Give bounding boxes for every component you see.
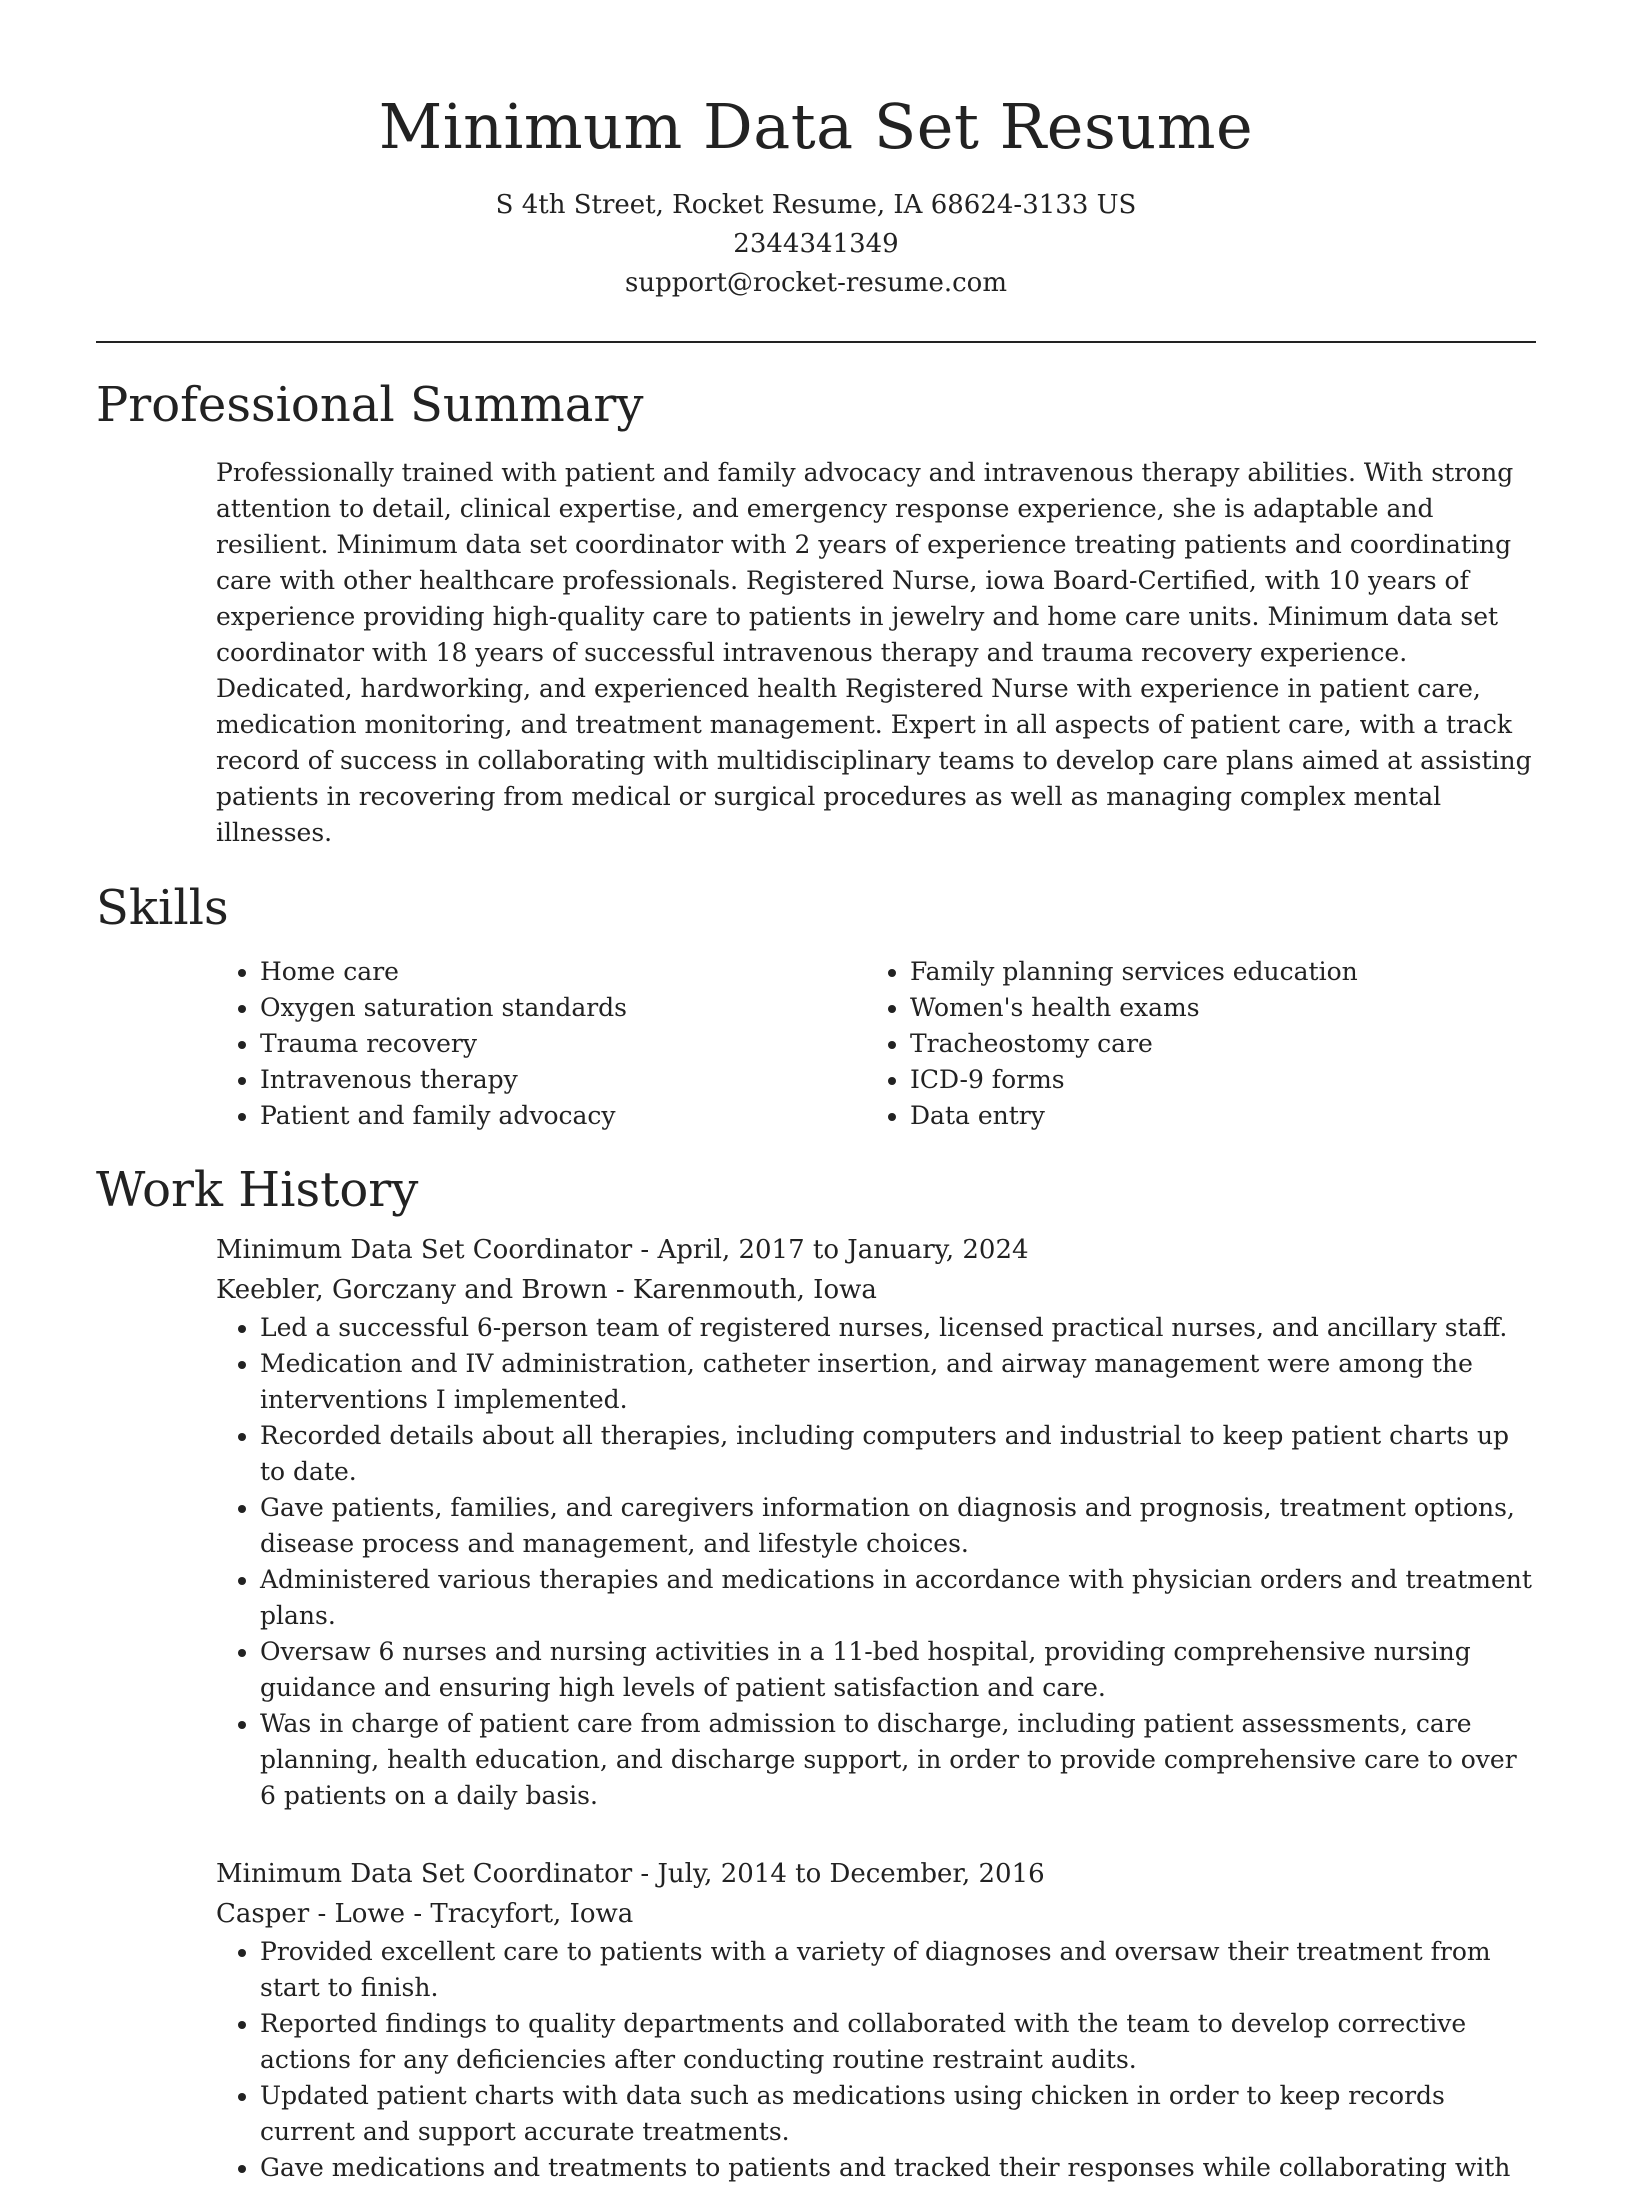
skill-item: • Patient and family advocacy	[260, 1098, 866, 1134]
contact-block	[96, 186, 1536, 303]
skills-list-left	[216, 954, 866, 1134]
job-company-line: Keebler, Gorczany and Brown - Karenmouth, Iowa	[216, 1275, 877, 1305]
skills-list-right	[866, 954, 1516, 1134]
skill-item: • ICD-9 forms	[910, 1062, 1516, 1098]
job-bullet: • Led a successful 6-person team of registered nurses, licensed practical nurses, and ancillary staff.	[260, 1310, 1536, 1346]
resume-page	[96, 0, 1536, 2186]
professional-summary-section	[96, 373, 1536, 851]
job-bullet: • Administered various therapies and medications in accordance with physician orders and treatment plans.	[260, 1562, 1536, 1634]
job-bullet: • Oversaw 6 nurses and nursing activities in a 11-bed hospital, providing comprehensive nursing guidance and ensuring high levels of patient satisfaction and care.	[260, 1634, 1536, 1706]
skill-item: • Oxygen saturation standards	[260, 990, 866, 1026]
skills-column-left	[216, 954, 866, 1134]
section-title-work-history: Work History	[96, 1162, 419, 1218]
job-role-line: Minimum Data Set Coordinator - April, 2017 to January, 2024	[216, 1235, 1029, 1265]
skill-item: • Data entry	[910, 1098, 1516, 1134]
resume-name: Minimum Data Set Resume	[378, 90, 1254, 163]
job-bullet-list	[216, 1934, 1536, 2186]
job-bullet-list	[216, 1310, 1536, 1814]
job-bullet: • Updated patient charts with data such as medications using chicken in order to keep records current and support accurate treatments.	[260, 2078, 1536, 2150]
job-company-line: Casper - Lowe - Tracyfort, Iowa	[216, 1899, 634, 1929]
skill-item: • Trauma recovery	[260, 1026, 866, 1062]
job-entry	[216, 1854, 1536, 2186]
skill-item: • Home care	[260, 954, 866, 990]
resume-header	[96, 0, 1536, 303]
skills-grid	[216, 954, 1536, 1134]
contact-email: support@rocket-resume.com	[624, 268, 1007, 298]
work-history-section	[96, 1158, 1536, 2186]
section-title-summary: Professional Summary	[96, 377, 644, 433]
job-bullet: • Was in charge of patient care from admission to discharge, including patient assessments, care planning, health education, and discharge support, in order to provide comprehensive care to over 6 patients on a daily basis.	[260, 1706, 1536, 1814]
job-entry	[216, 1230, 1536, 1814]
job-bullet: • Medication and IV administration, catheter insertion, and airway management were among the interventions I implemented.	[260, 1346, 1536, 1418]
skills-section	[96, 876, 1536, 1134]
summary-text: Professionally trained with patient and family advocacy and intravenous therapy abilities. With strong attention to detail, clinical expertise, and emergency response experience, she is adaptable and resilient. Minimum data set coordinator with 2 years of experience treating patients and coordinating care with other healthcare professionals. Registered Nurse, iowa Board-Certified, with 10 years of experience providing high-quality care to patients in jewelry and home care units. Minimum data set coordinator with 18 years of successful intravenous therapy and trauma recovery experience. Dedicated, hardworking, and experienced health Registered Nurse with experience in patient care, medication monitoring, and treatment management. Expert in all aspects of patient care, with a track record of success in collaborating with multidisciplinary teams to develop care plans aimed at assisting patients in recovering from medical or surgical procedures as well as managing complex mental illnesses.	[216, 458, 1532, 847]
skill-item: • Intravenous therapy	[260, 1062, 866, 1098]
skill-item: • Women's health exams	[910, 990, 1516, 1026]
section-title-skills: Skills	[96, 880, 229, 936]
skill-item: • Family planning services education	[910, 954, 1516, 990]
header-divider	[96, 341, 1536, 343]
skill-item: • Tracheostomy care	[910, 1026, 1516, 1062]
job-bullet: • Gave medications and treatments to patients and tracked their responses while collaborating with	[260, 2150, 1536, 2186]
job-bullet: • Recorded details about all therapies, including computers and industrial to keep patient charts up to date.	[260, 1418, 1536, 1490]
job-bullet: • Reported findings to quality departments and collaborated with the team to develop corrective actions for any deficiencies after conducting routine restraint audits.	[260, 2006, 1536, 2078]
skills-column-right	[866, 954, 1516, 1134]
job-role-line: Minimum Data Set Coordinator - July, 2014 to December, 2016	[216, 1859, 1045, 1889]
contact-address: S 4th Street, Rocket Resume, IA 68624-3133 US	[495, 190, 1137, 220]
job-bullet: • Provided excellent care to patients with a variety of diagnoses and oversaw their treatment from start to finish.	[260, 1934, 1536, 2006]
job-bullet: • Gave patients, families, and caregivers information on diagnosis and prognosis, treatment options, disease process and management, and lifestyle choices.	[260, 1490, 1536, 1562]
contact-phone: 2344341349	[733, 229, 899, 259]
